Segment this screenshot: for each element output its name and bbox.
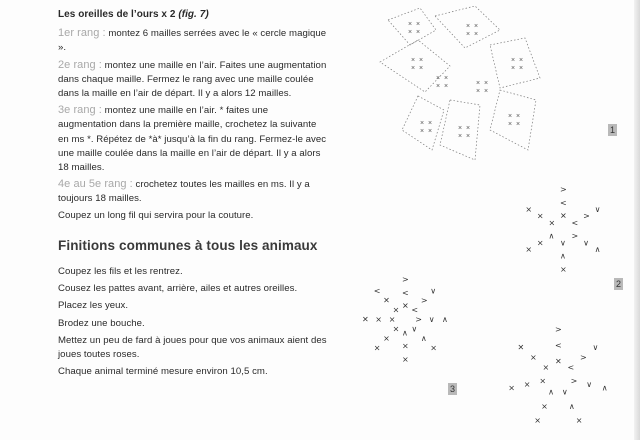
stitch-symbol: > xyxy=(402,275,409,284)
stitch-symbol: × xyxy=(508,383,515,393)
stitch-symbol: × xyxy=(420,128,425,135)
stitch-symbol: × xyxy=(539,376,547,386)
stitch-symbol: × xyxy=(419,65,424,72)
stitch-symbol: × xyxy=(444,83,449,90)
stitch-symbol: × xyxy=(525,245,533,254)
stitch-symbol: × xyxy=(375,315,383,324)
figure-3-diagram xyxy=(362,275,448,364)
stitch-symbol: ∨ xyxy=(592,343,599,353)
stitch-symbol: ∧ xyxy=(548,231,555,241)
ears-title: Les oreilles de l’ours x 2 xyxy=(58,9,176,20)
row-4-text: crochetez toutes les mailles en ms. Il y a toujours 18 mailles. xyxy=(58,179,310,205)
page-edge-shadow xyxy=(634,0,640,440)
row-2-text: montez une maille en l’air. Faites une augmentation dans chaque maille. Fermez le rang avec une maille coulée dans la maille en l’air de départ. Il y a alors 12 mailles. xyxy=(58,59,327,100)
ears-fig-ref: (fig. 7) xyxy=(178,9,209,20)
stitch-symbol: > xyxy=(555,325,562,334)
stitch-symbol: × xyxy=(484,88,489,95)
stitch-symbol: < xyxy=(571,218,579,228)
stitch-symbol: ∨ xyxy=(411,324,418,334)
stitch-symbol: × xyxy=(560,265,567,274)
stitch-symbol: × xyxy=(436,75,441,82)
figure-number-1: 1 xyxy=(609,125,615,135)
finishing-step: Coupez les fils et les rentrez. xyxy=(58,266,183,278)
stitch-symbol: × xyxy=(466,23,471,30)
stitch-symbol: > xyxy=(570,376,578,386)
stitch-symbol: × xyxy=(419,57,424,64)
finishing-step: Brodez une bouche. xyxy=(58,317,145,329)
stitch-symbol: × xyxy=(416,21,421,28)
finishing-step: Placez les yeux. xyxy=(58,300,129,312)
stitch-symbol: × xyxy=(536,211,544,221)
stitch-symbol: × xyxy=(534,416,541,426)
row-4-label: 4e au 5e rang : xyxy=(58,178,133,191)
stitch-symbol: × xyxy=(458,125,463,132)
stitch-symbol: ✕ xyxy=(362,315,369,324)
stitch-symbol: × xyxy=(530,353,537,362)
stitch-symbol: ∨ xyxy=(561,387,568,397)
stitch-symbol: ∨ xyxy=(586,380,593,390)
stitch-symbol: ∨ xyxy=(428,315,435,324)
stitch-symbol: ✕ xyxy=(560,211,567,221)
stitch-symbol: < xyxy=(402,288,409,298)
finishing-step: Mettez un peu de fard à joues pour que vos animaux aient des joues toutes roses. xyxy=(58,334,327,361)
row-3 xyxy=(58,103,328,175)
stitch-symbol: ∨ xyxy=(430,286,437,296)
stitch-symbol: ∧ xyxy=(420,333,427,343)
finishing-step: Chaque animal terminé mesure environ 10,5 cm. xyxy=(58,366,268,378)
figure-number-2: 2 xyxy=(615,279,621,289)
stitch-symbol: > xyxy=(580,353,587,362)
stitch-symbol: ∧ xyxy=(601,383,608,393)
stitch-symbol: > xyxy=(415,315,423,324)
stitch-symbol: × xyxy=(474,23,479,30)
finishing-step: Cousez les pattes avant, arrière, ailes et autres oreilles. xyxy=(58,283,298,295)
diagram-svg xyxy=(340,0,640,440)
stitch-symbol: × xyxy=(411,65,416,72)
stitch-symbol: × xyxy=(542,363,550,372)
ears-heading xyxy=(58,8,328,22)
stitch-symbol: ✕ xyxy=(517,343,525,353)
row-4 xyxy=(58,177,328,206)
stitch-symbol: × xyxy=(466,125,471,132)
stitch-symbol: × xyxy=(508,121,513,128)
stitch-symbol: × xyxy=(436,83,441,90)
stitch-symbol: ∧ xyxy=(560,251,566,261)
stitch-symbol: × xyxy=(536,238,544,248)
stitch-symbol: × xyxy=(516,113,521,120)
stitch-symbol: × xyxy=(525,205,533,214)
stitch-symbol: × xyxy=(508,113,513,120)
stitch-symbol: × xyxy=(476,80,481,87)
stitch-symbol: × xyxy=(383,333,390,343)
stitch-symbol: × xyxy=(420,120,425,127)
stitch-symbol: × xyxy=(392,324,400,334)
stitch-symbol: < xyxy=(373,286,381,296)
figure-number-3: 3 xyxy=(449,384,455,394)
stitch-symbol: > xyxy=(583,211,590,221)
stitch-symbol: ✕ xyxy=(383,296,390,306)
stitch-symbol: × xyxy=(402,341,409,351)
stitch-symbol: × xyxy=(466,133,471,140)
stitch-symbol: × xyxy=(428,128,433,135)
stitch-symbol: × xyxy=(428,120,433,127)
stitch-symbol: × xyxy=(373,343,381,353)
stitch-symbol: ∨ xyxy=(594,205,601,214)
row-1-text: montez 6 mailles serrées avec le « cercle magique ». xyxy=(58,28,327,54)
stitch-symbol: ∧ xyxy=(594,245,601,254)
crochet-diagrams xyxy=(340,0,640,440)
stitch-symbol: × xyxy=(575,416,583,426)
stitch-symbol: × xyxy=(392,305,400,315)
stitch-symbol: ∧ xyxy=(442,315,448,324)
stitch-symbol: × xyxy=(476,88,481,95)
row-3-text: montez une maille en l’air. * faites une augmentation dans la première maille, crochetez la suivante en ms *. Répétez de *à* jusqu’à la fin du rang. Fermez-le avec une maille coulée dans la maille en l’air de départ. Il y a alors 18 mailles. xyxy=(58,105,327,174)
stitch-symbol: × xyxy=(402,355,409,364)
section-title: Finitions communes à tous les animaux xyxy=(58,237,318,253)
stitch-symbol: × xyxy=(408,29,413,36)
stitch-symbol: > xyxy=(420,296,428,306)
row-1 xyxy=(58,26,328,55)
stitch-symbol: ✕ xyxy=(555,357,562,366)
stitch-symbol: × xyxy=(411,57,416,64)
stitch-symbol: ∧ xyxy=(548,387,554,397)
text-column xyxy=(58,8,328,382)
stitch-symbol: × xyxy=(484,80,489,87)
stitch-symbol: > xyxy=(571,231,579,241)
stitch-symbol: × xyxy=(416,29,421,36)
ears-closing: Coupez un long fil qui servira pour la couture. xyxy=(58,209,254,221)
stitch-symbol: × xyxy=(516,121,521,128)
stitch-symbol: × xyxy=(523,380,531,390)
stitch-symbol: × xyxy=(388,315,396,324)
row-2-label: 2e rang : xyxy=(58,58,102,71)
stitch-symbol: × xyxy=(519,65,524,72)
stitch-symbol: < xyxy=(555,341,562,350)
stitch-symbol: × xyxy=(444,75,449,82)
row-1-label: 1er rang : xyxy=(58,27,106,40)
row-2 xyxy=(58,58,328,102)
row-3-label: 3e rang : xyxy=(58,104,102,117)
finishing-steps xyxy=(58,265,328,379)
stitch-symbol: > xyxy=(560,185,567,194)
stitch-symbol: ✕ xyxy=(402,301,409,311)
figure-2-diagram xyxy=(525,185,600,274)
stitch-symbol: × xyxy=(458,133,463,140)
stitch-symbol: × xyxy=(430,343,438,353)
stitch-symbol: < xyxy=(560,198,567,208)
stitch-symbol: ∨ xyxy=(560,238,566,248)
stitch-symbol: ∧ xyxy=(568,401,575,411)
stitch-symbol: ∨ xyxy=(583,238,589,248)
stitch-symbol: × xyxy=(541,401,548,411)
stitch-symbol: × xyxy=(408,21,413,28)
stitch-symbol: × xyxy=(474,31,479,38)
stitch-symbol: × xyxy=(511,65,516,72)
stitch-symbol: < xyxy=(411,305,419,315)
stitch-symbol: × xyxy=(511,57,516,64)
figure-4-diagram xyxy=(508,325,607,425)
figure-1-star-diagram xyxy=(380,6,540,160)
stitch-symbol: × xyxy=(519,57,524,64)
stitch-symbol: × xyxy=(466,31,471,38)
stitch-symbol: × xyxy=(548,218,556,228)
stitch-symbol: ∧ xyxy=(402,328,408,338)
stitch-symbol: < xyxy=(567,363,575,372)
